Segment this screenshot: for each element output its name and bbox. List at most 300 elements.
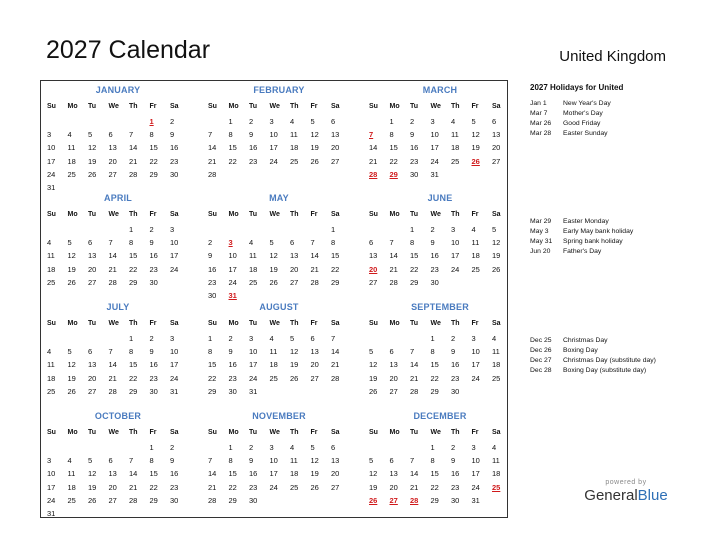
- holiday-day-cell: 20: [369, 264, 378, 274]
- day-cell: 11: [47, 360, 55, 370]
- week-row: [365, 115, 515, 128]
- week-row: [43, 372, 193, 385]
- day-cell: 8: [149, 130, 154, 140]
- day-cell: 13: [389, 360, 398, 370]
- day-cell: [109, 115, 130, 128]
- day-cell: 19: [88, 156, 97, 166]
- month-june: [365, 191, 515, 299]
- day-cell: 23: [430, 264, 439, 274]
- day-cell: 27: [108, 495, 117, 505]
- day-cell: [109, 441, 130, 454]
- week-row: [365, 467, 515, 480]
- weekday-label: Sa: [492, 320, 501, 327]
- weekday-header: [204, 207, 354, 223]
- weekday-label: We: [430, 211, 441, 218]
- weekday-label: We: [269, 429, 280, 436]
- holiday-date: Jun 20: [530, 248, 551, 255]
- day-cell: 18: [290, 143, 299, 153]
- day-cell: 1: [228, 443, 233, 452]
- day-cell: 5: [67, 238, 72, 248]
- weekday-label: Tu: [249, 320, 258, 327]
- month-july: [43, 300, 193, 408]
- day-cell: 30: [170, 495, 179, 505]
- day-cell: 14: [108, 360, 117, 370]
- day-cell: 21: [389, 264, 398, 274]
- day-cell: 6: [108, 456, 113, 466]
- day-cell: 9: [410, 130, 415, 140]
- day-cell: 19: [67, 373, 76, 383]
- day-cell: 24: [269, 156, 278, 166]
- month-title: JANUARY: [95, 85, 141, 95]
- day-cell: 8: [208, 347, 213, 357]
- week-row: [204, 332, 354, 345]
- day-cell: 26: [310, 156, 319, 166]
- week-row: [204, 494, 354, 507]
- week-row: [43, 223, 193, 236]
- weekday-label: We: [108, 429, 119, 436]
- day-cell: [472, 168, 493, 181]
- day-cell: [331, 494, 352, 507]
- day-cell: 18: [67, 482, 76, 492]
- day-cell: [129, 115, 150, 128]
- day-cell: 15: [410, 251, 419, 261]
- day-cell: 29: [430, 495, 439, 505]
- day-cell: 20: [108, 156, 117, 166]
- weekday-label: Sa: [331, 429, 340, 436]
- holiday-day-cell: 28: [369, 169, 378, 179]
- day-cell: 17: [47, 156, 56, 166]
- week-row: [43, 115, 193, 128]
- holiday-group-q1: [530, 99, 700, 139]
- day-cell: 1: [430, 443, 435, 452]
- day-cell: [451, 276, 472, 289]
- day-cell: 10: [47, 143, 56, 153]
- brand-blue: Blue: [637, 487, 668, 504]
- day-cell: 5: [67, 347, 72, 357]
- day-cell: 18: [290, 469, 299, 479]
- day-cell: 18: [451, 143, 460, 153]
- day-cell: 14: [129, 143, 138, 153]
- day-cell: 10: [471, 456, 480, 466]
- day-cell: 4: [492, 443, 497, 452]
- day-cell: 30: [149, 386, 158, 396]
- day-cell: 24: [228, 277, 237, 287]
- day-cell: 2: [249, 117, 254, 126]
- weekday-header: [365, 99, 515, 115]
- day-cell: 16: [451, 469, 460, 479]
- day-cell: 7: [129, 130, 134, 140]
- month-august: [204, 300, 354, 408]
- day-cell: 20: [290, 264, 299, 274]
- day-cell: 6: [290, 238, 295, 248]
- day-cell: 13: [290, 251, 299, 261]
- day-cell: 14: [410, 469, 419, 479]
- day-cell: 25: [290, 156, 299, 166]
- day-cell: 20: [108, 482, 117, 492]
- weekday-label: Tu: [88, 103, 97, 110]
- day-cell: 17: [228, 264, 237, 274]
- day-cell: 22: [331, 264, 340, 274]
- day-cell: 9: [451, 456, 456, 466]
- day-cell: 26: [369, 386, 378, 396]
- day-cell: 26: [88, 169, 97, 179]
- day-cell: 19: [67, 264, 76, 274]
- weekday-label: Th: [451, 320, 460, 327]
- day-cell: 23: [451, 482, 460, 492]
- day-cell: [68, 332, 89, 345]
- day-cell: 10: [451, 238, 460, 248]
- day-cell: 21: [208, 156, 217, 166]
- day-cell: 25: [47, 277, 56, 287]
- week-row: [43, 494, 193, 507]
- holiday-name: Easter Sunday: [563, 130, 608, 137]
- weekday-label: Sa: [170, 320, 179, 327]
- day-cell: 3: [430, 117, 435, 126]
- week-row: [365, 263, 515, 276]
- day-cell: 8: [149, 456, 154, 466]
- week-row: [43, 155, 193, 168]
- day-cell: 4: [67, 456, 72, 466]
- day-cell: 6: [492, 117, 497, 126]
- holiday-date: Dec 28: [530, 367, 552, 374]
- day-cell: 8: [129, 347, 134, 357]
- day-cell: 18: [249, 264, 258, 274]
- day-cell: 28: [331, 373, 340, 383]
- weekday-label: Th: [451, 103, 460, 110]
- weekday-label: Tu: [88, 211, 97, 218]
- day-cell: 30: [208, 290, 217, 300]
- day-cell: [290, 223, 311, 236]
- weekday-label: Tu: [88, 429, 97, 436]
- day-cell: 29: [149, 495, 158, 505]
- week-row: [365, 441, 515, 454]
- day-cell: 20: [492, 143, 501, 153]
- day-cell: 24: [269, 482, 278, 492]
- day-cell: [311, 168, 332, 181]
- day-cell: 17: [471, 360, 480, 370]
- day-cell: 12: [67, 360, 76, 370]
- day-cell: 26: [67, 386, 76, 396]
- day-cell: [47, 332, 68, 345]
- day-cell: 4: [269, 334, 274, 343]
- day-cell: 29: [228, 495, 237, 505]
- day-cell: 1: [149, 443, 154, 452]
- day-cell: 17: [269, 143, 278, 153]
- week-row: [204, 276, 354, 289]
- day-cell: 31: [47, 508, 56, 518]
- day-cell: 16: [249, 469, 258, 479]
- weekday-label: We: [269, 103, 280, 110]
- day-cell: 28: [129, 169, 138, 179]
- day-cell: 19: [310, 469, 319, 479]
- day-cell: [68, 223, 89, 236]
- day-cell: [390, 441, 411, 454]
- day-cell: 9: [208, 251, 213, 261]
- month-september: [365, 300, 515, 408]
- day-cell: 18: [67, 156, 76, 166]
- week-row: [365, 236, 515, 249]
- holiday-day-cell: 26: [471, 156, 480, 166]
- day-cell: 6: [389, 347, 394, 357]
- day-cell: 9: [451, 347, 456, 357]
- holiday-item: [530, 366, 700, 376]
- day-cell: 17: [451, 251, 460, 261]
- holiday-item: [530, 129, 700, 139]
- day-cell: 14: [389, 251, 398, 261]
- day-cell: [170, 507, 191, 520]
- weekday-label: We: [269, 211, 280, 218]
- holiday-date: May 31: [530, 238, 553, 245]
- day-cell: 2: [410, 117, 415, 126]
- day-cell: 2: [430, 225, 435, 234]
- weekday-label: Fr: [471, 211, 479, 218]
- day-cell: [68, 115, 89, 128]
- day-cell: [208, 223, 229, 236]
- day-cell: 28: [108, 277, 117, 287]
- week-row: [43, 141, 193, 154]
- day-cell: 8: [331, 238, 336, 248]
- day-cell: 4: [290, 443, 295, 452]
- day-cell: 29: [208, 386, 217, 396]
- weekday-header: [43, 425, 193, 441]
- weekday-label: Sa: [170, 211, 179, 218]
- day-cell: 31: [170, 386, 179, 396]
- holiday-date: May 3: [530, 228, 549, 235]
- day-cell: 13: [88, 360, 97, 370]
- month-title: MARCH: [422, 85, 458, 95]
- weekday-label: Fr: [471, 320, 479, 327]
- day-cell: 15: [331, 251, 340, 261]
- day-cell: 30: [430, 277, 439, 287]
- day-cell: 2: [249, 443, 254, 452]
- week-row: [204, 385, 354, 398]
- weekday-label: We: [108, 320, 119, 327]
- weekday-label: Th: [451, 429, 460, 436]
- day-cell: 25: [47, 386, 56, 396]
- weekday-label: We: [108, 211, 119, 218]
- week-row: [365, 155, 515, 168]
- month-title: FEBRUARY: [253, 85, 305, 95]
- day-cell: 25: [290, 482, 299, 492]
- day-cell: 5: [269, 238, 274, 248]
- day-cell: 14: [369, 143, 378, 153]
- day-cell: 22: [129, 373, 138, 383]
- day-cell: 11: [290, 456, 298, 466]
- day-cell: 13: [108, 469, 117, 479]
- day-cell: 11: [290, 130, 298, 140]
- weekday-label: Th: [290, 211, 299, 218]
- day-cell: 10: [47, 469, 56, 479]
- week-row: [365, 276, 515, 289]
- day-cell: 18: [471, 251, 480, 261]
- day-cell: [311, 385, 332, 398]
- weekday-label: Th: [129, 211, 138, 218]
- calendar-grid: [40, 80, 508, 518]
- day-cell: 4: [67, 130, 72, 140]
- month-title: MAY: [269, 193, 289, 203]
- day-cell: 13: [331, 130, 340, 140]
- holiday-date: Mar 29: [530, 218, 552, 225]
- day-cell: [109, 223, 130, 236]
- day-cell: 23: [228, 373, 237, 383]
- weekday-label: Mo: [228, 429, 239, 436]
- weekday-label: Fr: [310, 320, 318, 327]
- weekday-label: Fr: [149, 429, 157, 436]
- day-cell: 21: [310, 264, 319, 274]
- day-cell: 27: [290, 277, 299, 287]
- weekday-label: Mo: [67, 103, 78, 110]
- day-cell: [109, 507, 130, 520]
- day-cell: 21: [410, 482, 419, 492]
- day-cell: 6: [88, 347, 93, 357]
- day-cell: [472, 385, 493, 398]
- weekday-label: Su: [208, 211, 217, 218]
- day-cell: [88, 223, 109, 236]
- weekday-label: Fr: [471, 429, 479, 436]
- weekday-label: Fr: [310, 103, 318, 110]
- day-cell: 24: [451, 264, 460, 274]
- day-cell: 25: [492, 373, 501, 383]
- weekday-header: [43, 99, 193, 115]
- day-cell: 13: [310, 347, 319, 357]
- day-cell: [492, 168, 513, 181]
- day-cell: 6: [331, 443, 336, 452]
- day-cell: 26: [310, 482, 319, 492]
- day-cell: 22: [410, 264, 419, 274]
- day-cell: 1: [228, 117, 233, 126]
- day-cell: 16: [451, 360, 460, 370]
- day-cell: 9: [430, 238, 435, 248]
- weekday-label: Sa: [331, 103, 340, 110]
- day-cell: 14: [310, 251, 319, 261]
- day-cell: 16: [170, 469, 179, 479]
- day-cell: [311, 223, 332, 236]
- day-cell: 18: [47, 264, 56, 274]
- day-cell: 20: [331, 469, 340, 479]
- weekday-label: Th: [129, 320, 138, 327]
- day-cell: 28: [389, 277, 398, 287]
- day-cell: [410, 332, 431, 345]
- brand-name: [578, 487, 674, 505]
- weekday-label: Su: [47, 103, 56, 110]
- week-row: [365, 372, 515, 385]
- day-cell: 23: [170, 156, 179, 166]
- week-row: [365, 168, 515, 181]
- day-cell: [229, 223, 250, 236]
- day-cell: 12: [310, 456, 319, 466]
- day-cell: 29: [410, 277, 419, 287]
- day-cell: 25: [269, 373, 278, 383]
- day-cell: [369, 115, 390, 128]
- day-cell: [249, 168, 270, 181]
- holiday-name: Christmas Day (substitute day): [563, 357, 656, 364]
- day-cell: 18: [47, 373, 56, 383]
- day-cell: [492, 276, 513, 289]
- week-row: [204, 249, 354, 262]
- weekday-label: Fr: [149, 103, 157, 110]
- weekday-label: Th: [129, 103, 138, 110]
- holiday-group-q2: [530, 217, 700, 257]
- day-cell: 22: [228, 482, 237, 492]
- day-cell: 14: [331, 347, 340, 357]
- day-cell: 23: [451, 373, 460, 383]
- weekday-label: Fr: [310, 429, 318, 436]
- week-row: [365, 249, 515, 262]
- holiday-name: Boxing Day: [563, 347, 598, 354]
- day-cell: 2: [451, 334, 456, 343]
- day-cell: 16: [410, 143, 419, 153]
- page-title: 2027 Calendar: [46, 36, 211, 64]
- day-cell: [88, 441, 109, 454]
- day-cell: 24: [471, 373, 480, 383]
- day-cell: [390, 223, 411, 236]
- day-cell: 5: [310, 117, 315, 126]
- day-cell: [88, 507, 109, 520]
- day-cell: 21: [208, 482, 217, 492]
- day-cell: 16: [430, 251, 439, 261]
- weekday-label: Su: [369, 103, 378, 110]
- week-row: [43, 507, 193, 520]
- day-cell: [208, 441, 229, 454]
- day-cell: 23: [249, 156, 258, 166]
- day-cell: 16: [228, 360, 237, 370]
- weekday-label: Th: [290, 429, 299, 436]
- day-cell: 24: [170, 373, 179, 383]
- day-cell: 25: [67, 495, 76, 505]
- holiday-day-cell: 7: [369, 130, 374, 140]
- day-cell: 6: [108, 130, 113, 140]
- day-cell: 29: [331, 277, 340, 287]
- day-cell: 30: [249, 495, 258, 505]
- day-cell: 20: [389, 373, 398, 383]
- weekday-label: Mo: [67, 320, 78, 327]
- day-cell: 7: [108, 238, 113, 248]
- day-cell: 25: [471, 264, 480, 274]
- day-cell: 16: [170, 143, 179, 153]
- day-cell: 7: [108, 347, 113, 357]
- day-cell: 2: [149, 334, 154, 343]
- day-cell: 7: [389, 238, 394, 248]
- day-cell: 17: [170, 251, 179, 261]
- holiday-name: Good Friday: [563, 120, 601, 127]
- day-cell: 3: [170, 334, 175, 343]
- month-may: [204, 191, 354, 299]
- day-cell: [88, 332, 109, 345]
- day-cell: 21: [108, 373, 117, 383]
- day-cell: 21: [129, 156, 138, 166]
- day-cell: 5: [88, 456, 93, 466]
- day-cell: 9: [149, 347, 154, 357]
- day-cell: 12: [492, 238, 501, 248]
- day-cell: 1: [129, 225, 134, 234]
- day-cell: 23: [149, 373, 158, 383]
- holiday-item: [530, 119, 700, 129]
- day-cell: 5: [290, 334, 295, 343]
- week-row: [204, 155, 354, 168]
- holiday-item: [530, 217, 700, 227]
- day-cell: 15: [129, 251, 138, 261]
- month-march: [365, 83, 515, 191]
- day-cell: 5: [88, 130, 93, 140]
- day-cell: [270, 385, 291, 398]
- weekday-label: Mo: [389, 103, 400, 110]
- week-row: [204, 168, 354, 181]
- day-cell: 29: [430, 386, 439, 396]
- day-cell: 8: [430, 347, 435, 357]
- weekday-label: Fr: [471, 103, 479, 110]
- week-row: [204, 441, 354, 454]
- day-cell: 8: [430, 456, 435, 466]
